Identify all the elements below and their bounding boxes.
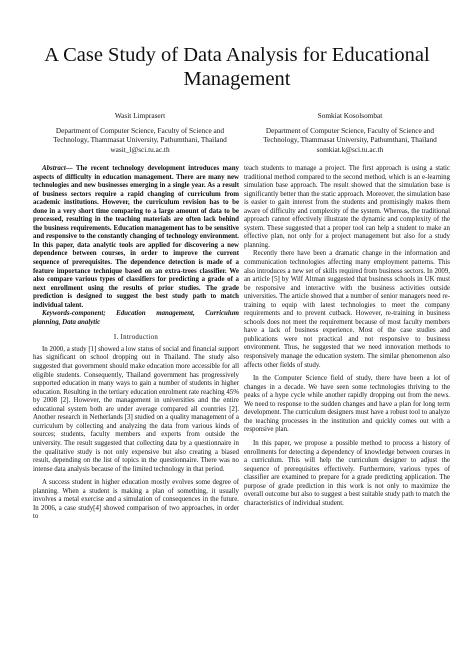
paper-title: A Case Study of Data Analysis for Educational Management xyxy=(44,44,430,90)
author-university: Technology, Thammasat University, Pathumthani, Thailand xyxy=(53,135,227,145)
intro-paragraph-1: In 2000, a study [1] showed a low status of social and financial support has significant on school dropping out in Thailand. The study also suggested that government should make education more accessible for all eligible students. Consequently, Thailand government has progressively supported education in many ways to gain a number of students in higher education. Resulting in the tertiary education enrolment rate reaching 45% by 2008 [2]. However, the management in universities and the entire educational system both are under average compared all countries [2]. Another research in Netherlands [3] studied on a quality management of a curriculum by collecting and analyzing the data from various kinds of sources; students, faculty members and experts from outside the university. The result suggested that collecting data by a questionnaire in the qualitative study is not only expensive but also creating a biased result, depending on the list of topics in the questionnaire. There was no intense data analysis because of the limited technology in that period. xyxy=(33,345,239,473)
author-university: Technology, Thammasat University, Pathumthani, Thailand xyxy=(263,135,437,145)
author-name: Wasit Limprasert xyxy=(114,111,166,120)
body-paragraph-2: Recently there have been a dramatic change in the information and communication technologies affecting many employment patterns. This also introduces a new set of skills required from business sectors. In 2009, an article [5] by Wilf Altman suggested that business schools in UK must be responsive and interactive with the business activities outside universities. The article showed that a number of senior managers need re-training to equip with latest technologies to meet the company requirements and to prevent cutback. However, re-training in business schools does not meet the requirement because of most faculty members have a lack of business experience. Most of the case studies and publications were not practical and not responsive to business environment. Thus, he suggested that we need innovation methods to responsively manage the education system. The similar phenomenon also affects other fields of study. xyxy=(244,250,450,369)
abstract xyxy=(33,165,239,310)
body-paragraph-4: In this paper, we propose a possible method to process a history of enrollments for detecting a dependency of knowledge between courses in a curriculum. This will help the curriculum designer to adjust the sequence of prerequisites effectively. Furthermore, various types of classifier are examined to prepare for a grade predicting application. The purpose of grade prediction in this work is not only to maximize the overall outcome but also to suggest a best suitable study path to match the characteristics of individual student. xyxy=(244,439,450,507)
author-email: somkiat.k@sci.tu.ac.th xyxy=(316,144,384,154)
right-column xyxy=(244,165,450,508)
intro-paragraph-2: A success student in higher education mostly evolves some degree of planning. When a student is making a plan of something, it usually involves a metal exercise and a simulation of consequences in the future. In 2006, a case study[4] showed comparison of two approaches, in order to xyxy=(33,479,239,521)
author-email: wasit_l@sci.tu.ac.th xyxy=(110,144,170,154)
author-department: Department of Computer Science, Faculty of Science and xyxy=(55,125,225,135)
abstract-text: The recent technology development introduces many aspects of difficulty in education management. There are many new technologies and new businesses emerging in a single year. As a result of business sectors require a rapid changing of curriculum from academic institutions. However, the curriculum revision has to be done in a very short time comparing to a large amount of data to be processed, resulting in the teaching materials are often lack behind the business requirements. Education management has to be sensitive and responsive to the constantly changing of technology environment. In this paper, data analytic tools are applied for discovering a new dependence between courses, in order to improve the current sequence of prerequisites. The dependence detection is made of a feature importance technique based on an extra-trees classifier. We also compare various types of classifiers for predicting a grade of a next enrollment using the results of prior studies. The grade prediction is designed to suggest the best study path to match individual talent. xyxy=(33,165,239,309)
author-name: Somkiat Kosolsombat xyxy=(317,111,383,120)
author-1 xyxy=(40,111,240,154)
keywords: Keywords-component; Education management, Curriculum planning, Data analytic xyxy=(33,310,239,326)
author-2 xyxy=(250,111,450,154)
abstract-label: Abstract— xyxy=(42,165,73,172)
body-paragraph-3: In the Computer Science field of study, there have been a lot of changes in a decade. We have seen some technologies thriving to the peaks of a hype cycle while another rapidly dropping out from the news. We need to response to the sudden changes and have a plan for long term development. The curriculum designers must have a robust tool to analyze the teaching processes in the institution and quickly comes out with a responsive plan. xyxy=(244,375,450,434)
left-column xyxy=(33,165,239,522)
author-department: Department of Computer Science, Faculty of Science and xyxy=(265,125,435,135)
body-paragraph-1: teach students to manage a project. The first approach is using a static traditional method compared to the second method, which is an e-learning simulation base approach. The result showed that the simulation base is significantly better than the static approach. Moreover, the simulation base is easier to gain interest from the students and promisingly makes them aware of difficulty and complexity of the system. Whereas, the traditional approach cannot effectively illustrate the dynamic and complexity of the system. These suggested that a proper tool can help a student to make an effective plan, not only for a project management but also for a study planning. xyxy=(244,165,450,249)
section-heading-introduction: I. Introduction xyxy=(113,334,159,342)
